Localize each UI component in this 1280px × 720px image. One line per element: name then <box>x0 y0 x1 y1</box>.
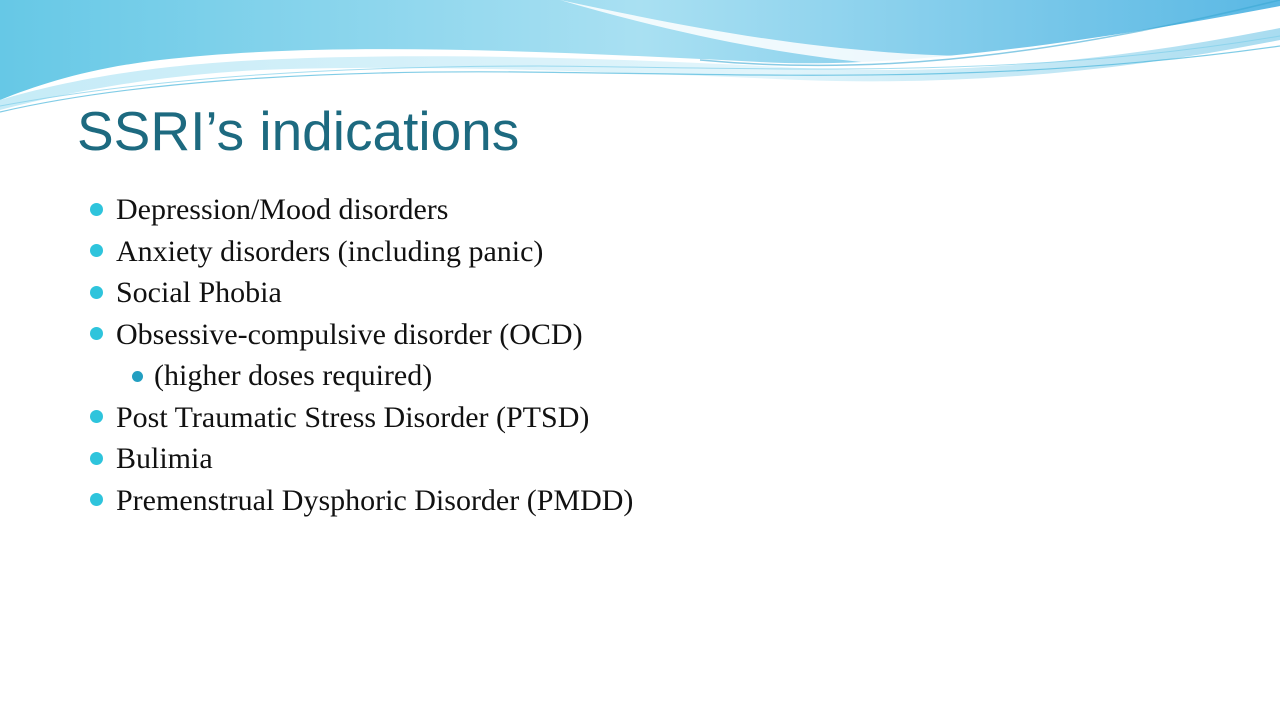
sub-bullet-text: (higher doses required) <box>154 359 433 392</box>
bullet-dot-icon <box>90 410 103 423</box>
bullet-item <box>0 314 1280 356</box>
bullet-item <box>0 189 1280 231</box>
bullet-item <box>0 480 1280 522</box>
bullet-item <box>0 397 1280 439</box>
bullet-item <box>0 231 1280 273</box>
sub-bullet-item <box>0 355 1280 397</box>
bullet-dot-icon <box>90 244 103 257</box>
bullet-dot-icon <box>90 493 103 506</box>
sub-bullet-dot-icon <box>132 371 143 382</box>
bullet-dot-icon <box>90 327 103 340</box>
bullet-text: Post Traumatic Stress Disorder (PTSD) <box>116 400 590 434</box>
bullet-list <box>0 189 1280 521</box>
bullet-text: Obsessive-compulsive disorder (OCD) <box>116 317 583 351</box>
bullet-item <box>0 438 1280 480</box>
bullet-text: Social Phobia <box>116 276 282 309</box>
slide-title: SSRI’s indications <box>77 100 520 162</box>
bullet-text: Bulimia <box>116 442 213 475</box>
wave-band-top <box>0 0 1280 100</box>
bullet-text: Anxiety disorders (including panic) <box>116 234 544 268</box>
bullet-dot-icon <box>90 286 103 299</box>
bullet-text: Depression/Mood disorders <box>116 193 449 226</box>
bullet-item <box>0 272 1280 314</box>
bullet-dot-icon <box>90 452 103 465</box>
bullet-dot-icon <box>90 203 103 216</box>
bullet-text: Premenstrual Dysphoric Disorder (PMDD) <box>116 483 634 517</box>
